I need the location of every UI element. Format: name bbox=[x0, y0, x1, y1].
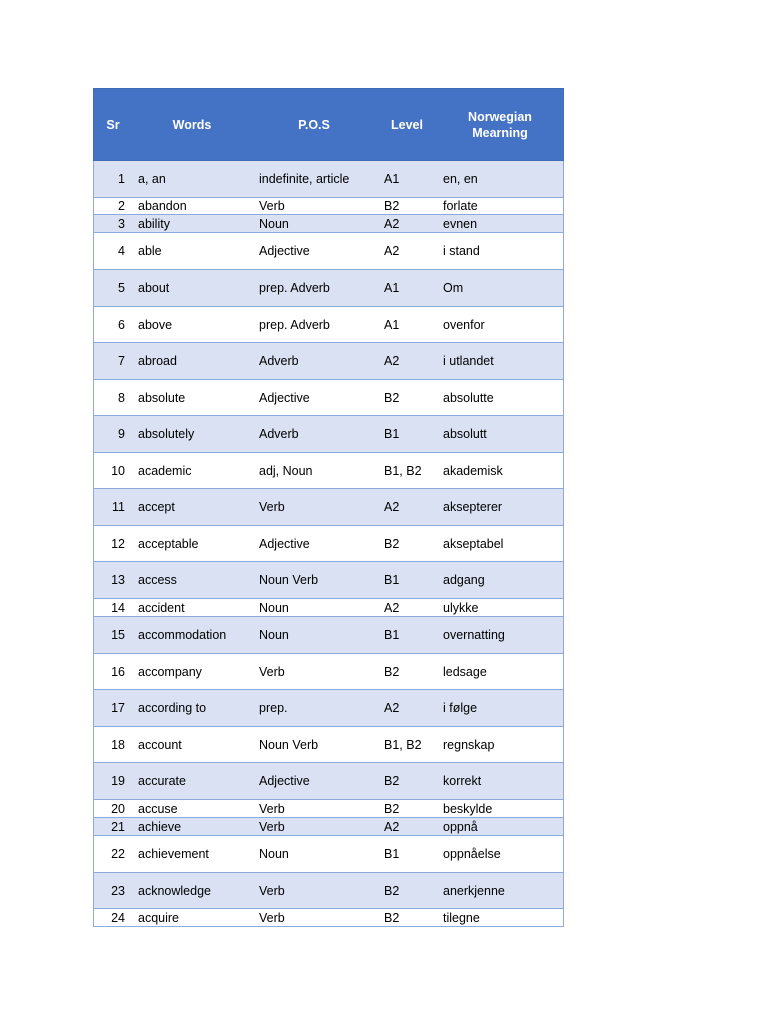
table-row bbox=[94, 233, 563, 270]
cell-word: acknowledge bbox=[138, 883, 211, 898]
cell-level: B1, B2 bbox=[384, 737, 422, 752]
cell-word: accuse bbox=[138, 801, 178, 816]
cell-norwegian: adgang bbox=[443, 573, 485, 587]
cell-sr: 17 bbox=[111, 701, 125, 715]
cell-norwegian: ledsage bbox=[443, 664, 487, 679]
header-words: Words bbox=[172, 117, 212, 132]
table-row bbox=[94, 343, 563, 380]
table-row bbox=[94, 161, 563, 198]
table-row bbox=[94, 836, 563, 873]
cell-sr: 10 bbox=[111, 463, 125, 478]
cell-norwegian: absolutt bbox=[443, 427, 487, 441]
cell-word: achieve bbox=[138, 819, 182, 834]
table-row bbox=[94, 818, 563, 836]
cell-norwegian: korrekt bbox=[443, 774, 482, 788]
cell-sr: 9 bbox=[118, 427, 125, 441]
cell-norwegian: beskylde bbox=[443, 801, 493, 816]
cell-word: acquire bbox=[138, 910, 179, 925]
cell-pos: Noun bbox=[259, 600, 289, 615]
cell-word: ability bbox=[138, 216, 170, 231]
cell-sr: 15 bbox=[111, 628, 125, 642]
cell-level: B2 bbox=[384, 910, 400, 925]
cell-level: B2 bbox=[384, 774, 400, 788]
cell-word: about bbox=[138, 281, 170, 295]
table-row bbox=[94, 763, 563, 800]
cell-level: A1 bbox=[384, 317, 400, 332]
cell-level: A2 bbox=[384, 701, 400, 715]
cell-sr: 5 bbox=[118, 281, 125, 295]
cell-pos: Adjective bbox=[259, 390, 310, 405]
cell-level: A2 bbox=[384, 600, 400, 615]
cell-level: A2 bbox=[384, 354, 400, 368]
cell-word: accommodation bbox=[138, 628, 227, 642]
cell-word: achievement bbox=[138, 847, 209, 861]
cell-word: accompany bbox=[138, 664, 202, 679]
table-header bbox=[93, 88, 564, 161]
cell-pos: Verb bbox=[259, 199, 285, 213]
cell-norwegian: oppnå bbox=[443, 819, 478, 834]
header-sr: Sr bbox=[106, 117, 120, 132]
cell-norwegian: i utlandet bbox=[443, 354, 494, 368]
cell-level: B2 bbox=[384, 801, 400, 816]
cell-pos: Noun bbox=[259, 216, 289, 231]
cell-word: abroad bbox=[138, 354, 177, 368]
cell-word: absolute bbox=[138, 390, 186, 405]
cell-norwegian: en, en bbox=[443, 172, 478, 186]
cell-norwegian: anerkjenne bbox=[443, 883, 505, 898]
table-row bbox=[94, 526, 563, 562]
table-row bbox=[94, 198, 563, 215]
table-row bbox=[94, 270, 563, 307]
header-norwegian bbox=[439, 109, 561, 141]
cell-pos: Verb bbox=[259, 801, 285, 816]
table-row bbox=[94, 215, 563, 233]
cell-norwegian: ulykke bbox=[443, 600, 479, 615]
cell-sr: 2 bbox=[118, 199, 125, 213]
cell-sr: 21 bbox=[111, 819, 125, 834]
cell-pos: Adjective bbox=[259, 774, 310, 788]
cell-sr: 22 bbox=[111, 847, 125, 861]
header-level: Level bbox=[391, 117, 423, 132]
cell-sr: 12 bbox=[111, 536, 125, 551]
cell-sr: 6 bbox=[118, 317, 125, 332]
cell-pos: adj, Noun bbox=[259, 463, 313, 478]
cell-norwegian: overnatting bbox=[443, 628, 505, 642]
cell-norwegian: tilegne bbox=[443, 910, 480, 925]
cell-pos: prep. Adverb bbox=[259, 281, 330, 295]
table-row bbox=[94, 307, 563, 343]
cell-pos: Adjective bbox=[259, 536, 310, 551]
cell-word: account bbox=[138, 737, 182, 752]
cell-sr: 11 bbox=[112, 500, 125, 514]
cell-norwegian: i stand bbox=[443, 244, 480, 258]
cell-sr: 14 bbox=[111, 600, 125, 615]
cell-word: access bbox=[138, 573, 177, 587]
cell-pos: Verb bbox=[259, 910, 285, 925]
table-row bbox=[94, 453, 563, 489]
cell-norwegian: akademisk bbox=[443, 463, 503, 478]
cell-sr: 19 bbox=[111, 774, 125, 788]
cell-word: according to bbox=[138, 701, 207, 715]
cell-level: A2 bbox=[384, 500, 400, 514]
cell-norwegian: i følge bbox=[443, 701, 478, 715]
cell-word: absolutely bbox=[138, 427, 195, 441]
table-row bbox=[94, 562, 563, 599]
cell-sr: 4 bbox=[118, 244, 125, 258]
cell-word: abandon bbox=[138, 199, 187, 213]
cell-norwegian: ovenfor bbox=[443, 317, 485, 332]
cell-pos: Noun Verb bbox=[259, 737, 319, 752]
cell-pos: indefinite, article bbox=[259, 172, 350, 186]
cell-level: A2 bbox=[384, 819, 400, 834]
cell-level: B1 bbox=[384, 847, 400, 861]
cell-pos: Adverb bbox=[259, 354, 299, 368]
cell-sr: 8 bbox=[118, 390, 125, 405]
cell-pos: Adverb bbox=[259, 427, 299, 441]
cell-pos: Noun bbox=[259, 628, 289, 642]
table-row bbox=[94, 489, 563, 526]
table-row bbox=[94, 800, 563, 818]
cell-word: accident bbox=[138, 600, 185, 615]
header-norwegian-line1: Norwegian bbox=[468, 109, 532, 124]
cell-level: B2 bbox=[384, 664, 400, 679]
cell-pos: Noun bbox=[259, 847, 289, 861]
cell-pos: prep. bbox=[259, 701, 288, 715]
cell-level: B2 bbox=[384, 199, 400, 213]
table-row bbox=[94, 416, 563, 453]
cell-level: A1 bbox=[384, 281, 400, 295]
table-body bbox=[93, 161, 564, 927]
cell-level: A2 bbox=[384, 244, 400, 258]
cell-level: B2 bbox=[384, 883, 400, 898]
cell-word: accurate bbox=[138, 774, 186, 788]
cell-sr: 13 bbox=[111, 573, 125, 587]
header-norwegian-line2: Mearning bbox=[472, 125, 528, 140]
cell-norwegian: oppnåelse bbox=[443, 847, 501, 861]
cell-level: B1 bbox=[384, 628, 400, 642]
header-pos: P.O.S bbox=[298, 117, 330, 132]
cell-sr: 3 bbox=[118, 216, 125, 231]
cell-word: a, an bbox=[138, 172, 166, 186]
cell-level: A2 bbox=[384, 216, 400, 231]
table-row bbox=[94, 690, 563, 727]
vocabulary-table bbox=[93, 88, 564, 927]
cell-level: B2 bbox=[384, 390, 400, 405]
cell-sr: 24 bbox=[111, 910, 125, 925]
cell-pos: Noun Verb bbox=[259, 573, 319, 587]
cell-sr: 16 bbox=[111, 664, 125, 679]
cell-norwegian: forlate bbox=[443, 199, 478, 213]
cell-norwegian: akseptabel bbox=[443, 536, 504, 551]
table-row bbox=[94, 909, 563, 927]
cell-word: academic bbox=[138, 463, 192, 478]
table-row bbox=[94, 654, 563, 690]
cell-word: above bbox=[138, 317, 173, 332]
cell-sr: 7 bbox=[118, 354, 125, 368]
cell-norwegian: Om bbox=[443, 281, 464, 295]
cell-level: B1 bbox=[384, 427, 400, 441]
cell-level: A1 bbox=[384, 172, 400, 186]
cell-level: B1, B2 bbox=[384, 463, 422, 478]
cell-word: acceptable bbox=[138, 536, 199, 551]
cell-sr: 20 bbox=[111, 801, 125, 816]
cell-pos: Verb bbox=[259, 664, 285, 679]
table-row bbox=[94, 380, 563, 416]
cell-level: B2 bbox=[384, 536, 400, 551]
cell-norwegian: evnen bbox=[443, 216, 478, 231]
cell-norwegian: aksepterer bbox=[443, 500, 503, 514]
cell-sr: 1 bbox=[118, 172, 125, 186]
table-row bbox=[94, 873, 563, 909]
table-row bbox=[94, 599, 563, 617]
cell-pos: Verb bbox=[259, 500, 285, 514]
cell-pos: Verb bbox=[259, 819, 285, 834]
cell-level: B1 bbox=[384, 573, 400, 587]
cell-word: able bbox=[138, 244, 162, 258]
cell-word: accept bbox=[138, 500, 175, 514]
cell-pos: Verb bbox=[259, 883, 285, 898]
cell-norwegian: absolutte bbox=[443, 390, 494, 405]
cell-sr: 23 bbox=[111, 883, 125, 898]
cell-pos: Adjective bbox=[259, 244, 310, 258]
cell-norwegian: regnskap bbox=[443, 737, 495, 752]
cell-sr: 18 bbox=[111, 737, 125, 752]
table-row bbox=[94, 617, 563, 654]
cell-pos: prep. Adverb bbox=[259, 317, 330, 332]
table-row bbox=[94, 727, 563, 763]
